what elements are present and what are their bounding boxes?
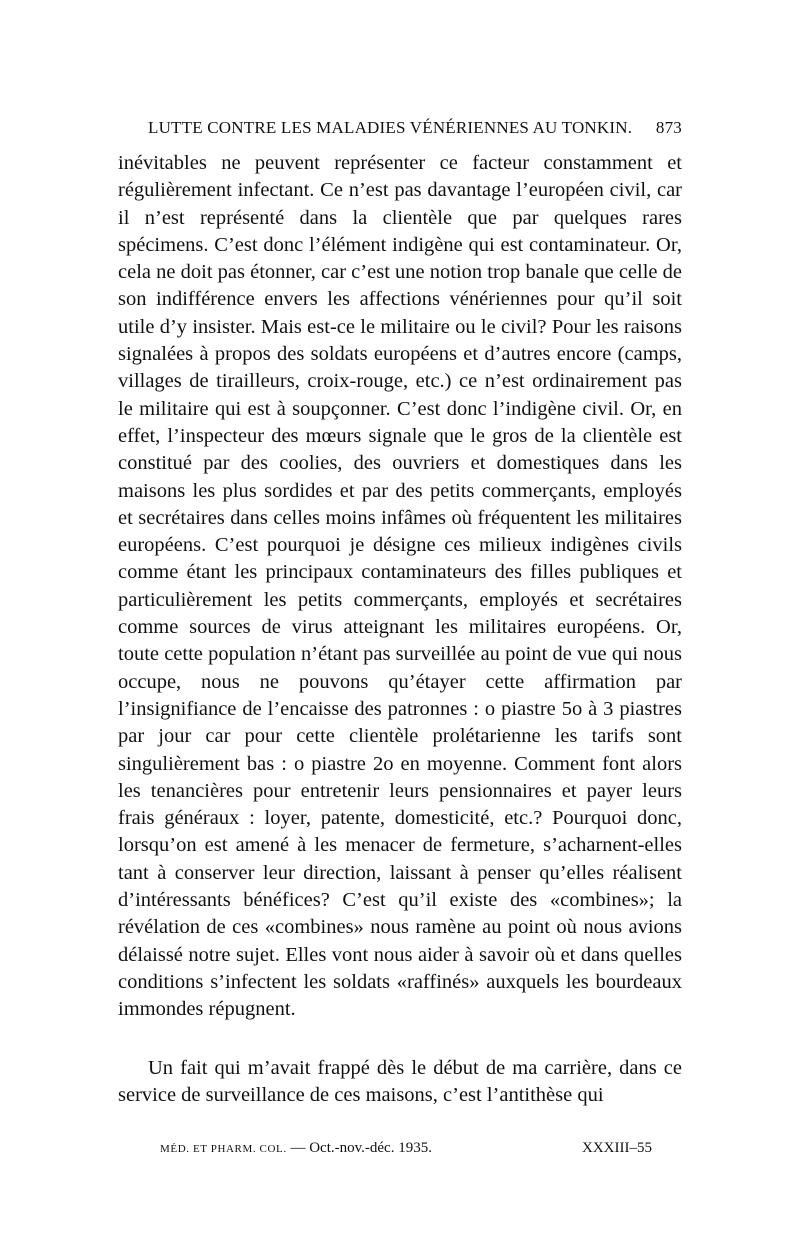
paragraph: inévitables ne peuvent représenter ce facteur constamment et régulièrement infectant. Ce n’est pas davantage l’européen civil, car il n’est représenté dans la clientèle que par quelques rares spécimens. C’est donc l’élément indigène qui est contaminateur. Or, cela ne doit pas étonner, car c’est une notion trop banale que celle de son indifférence envers les affections vénériennes pour qu’il soit utile d’y insister. Mais est-ce le militaire ou le civil? Pour les raisons signalées à propos des soldats européens et d’autres encore (camps, villages de tirailleurs, croix-rouge, etc.) ce n’est ordinairement pas le militaire qui est à soupçonner. C’est donc l’indigène civil. Or, en effet, l’inspecteur des mœurs signale que le gros de la clientèle est constitué par des coolies, des ouvriers et domestiques dans les maisons les plus sordides et par des petits commerçants, employés et secrétaires dans celles moins infâmes où fréquentent les militaires européens. C’est pourquoi je désigne ces milieux indigènes civils comme étant les principaux contaminateurs des filles publiques et particulièrement les petits commerçants, employés et secrétaires comme sources de virus atteignant les militaires européens. Or, toute cette population n’étant pas surveillée au point de vue qui nous occupe, nous ne pouvons qu’étayer cette affirmation par l’insignifiance de l’encaisse des patronnes : o piastre 5o à 3 piastres par jour car pour cette clientèle prolétarienne les tarifs sont singulièrement bas : o piastre 2o en moyenne. Comment font alors les tenancières pour entretenir leurs pensionnaires et payer leurs frais généraux : loyer, patente, domesticité, etc.? Pourquoi donc, lorsqu’on est amené à les menacer de fermeture, s’acharnent-elles tant à conserver leur direction, laissant à penser qu’elles réalisent d’intéressants bénéfices? C’est qu’il existe des «combines»; la révélation de ces «combines» nous ramène au point où nous avions délaissé notre sujet. Elles vont nous aider à savoir où et dans quelles conditions s’infectent les soldats «raffinés» auxquels les bourdeaux immondes répugnent.	[118, 152, 682, 1021]
body-text	[118, 150, 682, 1109]
page-number: 873	[655, 118, 682, 137]
footer-separator: —	[290, 1140, 306, 1156]
issue-date: Oct.-nov.-déc. 1935.	[309, 1140, 432, 1156]
paragraph: Un fait qui m’avait frappé dès le début de ma carrière, dans ce service de surveillance de ces maisons, c’est l’antithèse qui	[118, 1056, 682, 1106]
running-title: LUTTE CONTRE LES MALADIES VÉNÉRIENNES AU TONKIN.	[148, 118, 633, 137]
journal-abbreviation: MÉD. ET PHARM. COL.	[160, 1143, 287, 1155]
page-footer	[160, 1140, 652, 1157]
signature-mark: XXXIII–55	[582, 1140, 652, 1156]
footer-citation	[160, 1140, 432, 1157]
